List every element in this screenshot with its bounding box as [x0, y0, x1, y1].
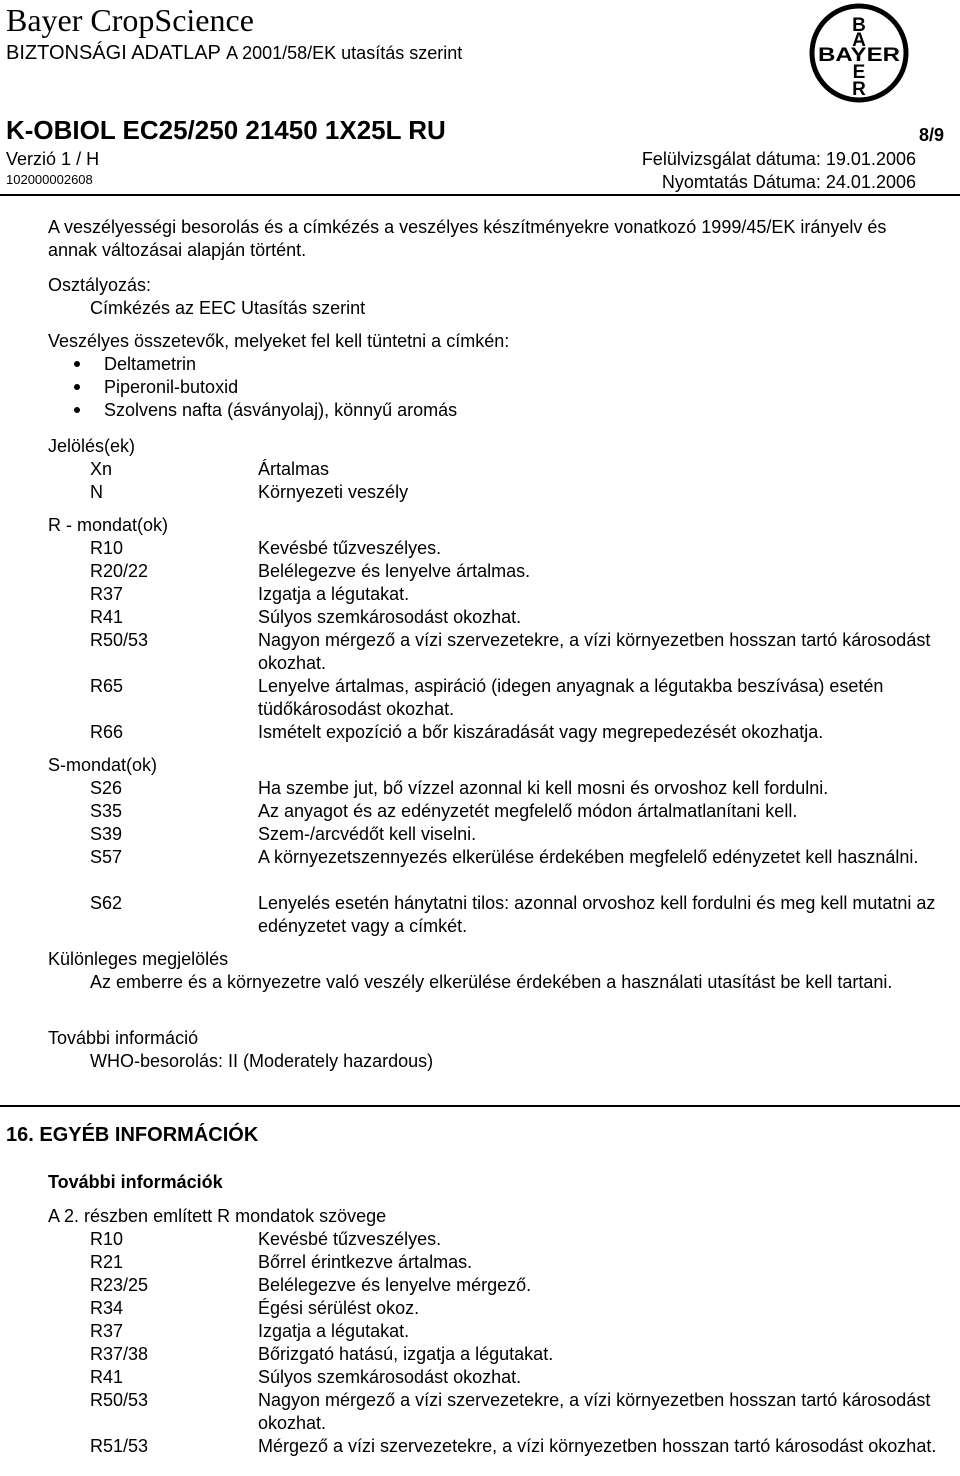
phrase-text: Kevésbé tűzveszélyes.: [258, 1229, 442, 1249]
symbol-text: Ártalmas: [258, 459, 330, 479]
logo-letter-e: E: [852, 62, 866, 83]
header-divider: [0, 194, 960, 196]
product-name: K-OBIOL EC25/250 21450 1X25L RU: [6, 115, 446, 145]
list-item: Piperonil-butoxid: [48, 376, 457, 399]
logo-letter-b: B: [852, 15, 866, 36]
list-item: Szolvens nafta (ásványolaj), könnyű aromás: [48, 399, 457, 422]
intro-paragraph: A veszélyességi besorolás és a címkézés a veszélyes készítményekre vonatkozó 1999/45/EK irányelv és annak változásai alapján történt.: [48, 217, 887, 260]
document-type: [6, 40, 462, 66]
further-text: WHO-besorolás: II (Moderately hazardous): [90, 1051, 434, 1071]
logo-letter-a: A: [852, 30, 866, 51]
page-number: 8/9: [918, 125, 944, 145]
revision-date: Felülvizsgálat dátuma: 19.01.2006: [641, 149, 916, 169]
section-16-intro: A 2. részben említett R mondatok szövege: [48, 1206, 387, 1226]
section-divider: [0, 1105, 960, 1107]
phrase-text: Izgatja a légutakat.: [258, 1321, 410, 1341]
phrase-text: Súlyos szemkárosodást okozhat.: [258, 1367, 522, 1387]
phrase-code: R10: [90, 538, 124, 558]
section-16-subheading: További információk: [48, 1172, 223, 1192]
symbol-text: Környezeti veszély: [258, 482, 409, 502]
symbols-label: Jelölés(ek): [48, 436, 136, 456]
phrase-code: R37: [90, 584, 124, 604]
phrase-text: Nagyon mérgező a vízi szervezetekre, a vízi környezetben hosszan tartó károsodást okozhat.: [258, 630, 931, 673]
classification-label: Osztályozás:: [48, 275, 152, 295]
phrase-code: R37/38: [90, 1344, 149, 1364]
document-number: 102000002608: [6, 172, 93, 187]
company-name: Bayer CropScience: [6, 2, 254, 38]
print-date: Nyomtatás Dátuma: 24.01.2006: [661, 172, 916, 192]
r-phrases-label: R - mondat(ok): [48, 515, 169, 535]
phrase-code: R23/25: [90, 1275, 149, 1295]
phrase-text: A környezetszennyezés elkerülése érdekében megfelelő edényzetet kell használni.: [258, 847, 919, 867]
classification-value: Címkézés az EEC Utasítás szerint: [90, 298, 366, 318]
version-label: Verzió: [6, 149, 57, 169]
phrase-text: Belélegezve és lenyelve ártalmas.: [258, 561, 531, 581]
logo-word: BAYER: [818, 45, 901, 66]
phrase-text: Izgatja a légutakat.: [258, 584, 410, 604]
document-type-regulation: A 2001/58/EK utasítás szerint: [226, 43, 463, 63]
phrase-code: R66: [90, 722, 124, 742]
phrase-text: Szem-/arcvédőt kell viselni.: [258, 824, 477, 844]
phrase-text: Belélegezve és lenyelve mérgező.: [258, 1275, 532, 1295]
phrase-code: R34: [90, 1298, 124, 1318]
phrase-code: S62: [90, 893, 123, 913]
phrase-code: R20/22: [90, 561, 149, 581]
phrase-code: R50/53: [90, 1390, 149, 1410]
section-16-heading: 16. EGYÉB INFORMÁCIÓK: [6, 1124, 259, 1146]
phrase-text: Égési sérülést okoz.: [258, 1298, 420, 1318]
phrase-code: R41: [90, 1367, 124, 1387]
phrase-code: R21: [90, 1252, 124, 1272]
phrase-code: R51/53: [90, 1436, 149, 1456]
phrase-text: Kevésbé tűzveszélyes.: [258, 538, 442, 558]
symbol-code: Xn: [90, 459, 113, 479]
phrase-text: Ismételt expozíció a bőr kiszáradását vagy megrepedezését okozhatja.: [258, 722, 824, 742]
document-type-caps: BIZTONSÁGI ADATLAP: [6, 42, 221, 64]
phrase-code: R41: [90, 607, 124, 627]
phrase-code: S26: [90, 778, 123, 798]
phrase-text: Lenyelve ártalmas, aspiráció (idegen anyagnak a légutakba beszívása) esetén tüdőkárosodást okozhat.: [258, 676, 884, 719]
logo-letter-r: R: [852, 79, 866, 100]
phrase-text: Lenyelés esetén hánytatni tilos: azonnal orvoshoz kell fordulni és meg kell mutatni az edényzetet vagy a címkét.: [258, 893, 936, 936]
special-label: Különleges megjelölés: [48, 949, 229, 969]
phrase-text: Nagyon mérgező a vízi szervezetekre, a vízi környezetben hosszan tartó károsodást okozhat.: [258, 1390, 931, 1433]
bayer-logo: [808, 2, 910, 104]
special-text: Az emberre és a környezetre való veszély elkerülése érdekében a használati utasítást be kell tartani.: [90, 972, 893, 992]
s-phrases-label: S-mondat(ok): [48, 755, 158, 775]
version-separator: /: [76, 149, 82, 169]
phrase-code: R50/53: [90, 630, 149, 650]
phrase-text: Ha szembe jut, bő vízzel azonnal ki kell mosni és orvoshoz kell fordulni.: [258, 778, 829, 798]
symbol-code: N: [90, 482, 103, 502]
phrase-text: Bőrrel érintkezve ártalmas.: [258, 1252, 473, 1272]
version-number: 1: [61, 149, 72, 169]
components-label: Veszélyes összetevők, melyeket fel kell tüntetni a címkén:: [48, 331, 510, 351]
phrase-code: S39: [90, 824, 123, 844]
phrase-code: R10: [90, 1229, 124, 1249]
phrase-code: R37: [90, 1321, 124, 1341]
phrase-text: Súlyos szemkárosodást okozhat.: [258, 607, 522, 627]
phrase-text: Az anyagot és az edényzetét megfelelő módon ártalmatlanítani kell.: [258, 801, 798, 821]
further-label: További információ: [48, 1028, 199, 1048]
phrase-text: Bőrizgató hatású, izgatja a légutakat.: [258, 1344, 554, 1364]
version: [6, 148, 99, 170]
phrase-text: Mérgező a vízi szervezetekre, a vízi környezetben hosszan tartó károsodást okozhat.: [258, 1436, 937, 1456]
phrase-code: S57: [90, 847, 123, 867]
components-list: [48, 353, 457, 422]
phrase-code: R65: [90, 676, 124, 696]
version-letter: H: [86, 149, 100, 169]
phrase-code: S35: [90, 801, 123, 821]
list-item: Deltametrin: [48, 353, 457, 376]
